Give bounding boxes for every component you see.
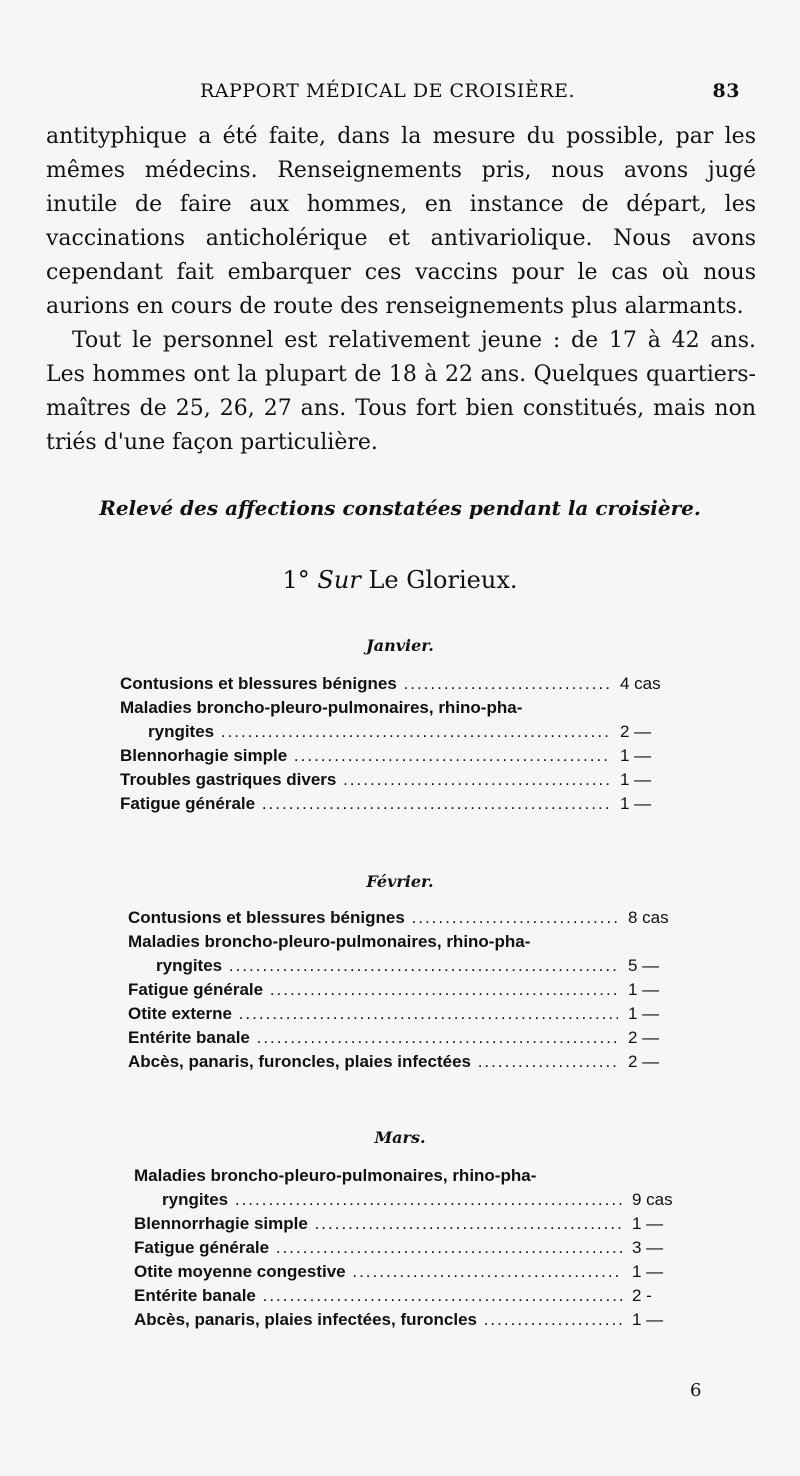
- month-heading: Février.: [366, 872, 434, 891]
- subsection-name: Le Glorieux.: [368, 566, 518, 594]
- month-heading: Mars.: [374, 1128, 426, 1147]
- case-count: 1 —: [628, 1004, 660, 1023]
- case-count: 5 —: [628, 956, 660, 975]
- affection-label: Contusions et blessures bénignes .....: [120, 672, 610, 696]
- list-item: [120, 696, 700, 720]
- list-item: [128, 906, 708, 930]
- case-count: 1 —: [620, 746, 652, 765]
- list-item: [134, 1212, 712, 1236]
- case-count: 1 —: [632, 1262, 664, 1281]
- affection-label: Abcès, panaris, furoncles, plaies infectées .....: [128, 1050, 618, 1074]
- affection-label: Troubles gastriques divers .....: [120, 768, 610, 792]
- list-item: [120, 768, 700, 792]
- affection-label: Entérite banale .....: [134, 1284, 622, 1308]
- list-item: [134, 1284, 712, 1308]
- case-count: 1 —: [628, 980, 660, 999]
- case-count: 2 —: [620, 722, 652, 741]
- affection-label: ryngites .....: [156, 954, 618, 978]
- list-item: [128, 978, 708, 1002]
- case-count: 2 —: [628, 1052, 660, 1071]
- affection-label: Blennorhagie simple .....: [120, 744, 610, 768]
- list-item: [134, 1188, 712, 1212]
- affection-label: Entérite banale .....: [128, 1026, 618, 1050]
- list-item: [128, 930, 708, 954]
- case-count: 9 cas: [632, 1190, 673, 1209]
- body-text: [46, 120, 756, 460]
- affection-label: ryngites .....: [148, 720, 610, 744]
- case-count: 1 —: [620, 794, 652, 813]
- list-item: [120, 744, 700, 768]
- case-count: 8 cas: [628, 908, 669, 927]
- affection-label: ryngites .....: [162, 1188, 622, 1212]
- subsection-prefix: 1°: [282, 566, 310, 594]
- affection-label: Abcès, panaris, plaies infectées, furoncles .....: [134, 1308, 622, 1332]
- affection-label: Maladies broncho-pleuro-pulmonaires, rhino-pha-: [128, 932, 531, 951]
- list-item: [134, 1236, 712, 1260]
- list-item: [128, 1050, 708, 1074]
- list-item: [128, 954, 708, 978]
- case-count: 2 —: [628, 1028, 660, 1047]
- case-count: 4 cas: [620, 674, 661, 693]
- case-count: 1 —: [632, 1310, 664, 1329]
- list-item: [134, 1308, 712, 1332]
- paragraph: antityphique a été faite, dans la mesure du possible, par les mêmes médecins. Renseignements pris, nous avons jugé inutile de faire aux hommes, en instance de départ, les vaccinations anticholérique et antivariolique. Nous avons cependant fait embarquer ces vaccins pour le cas où nous aurions en cours de route des renseignements plus alarmants.: [46, 124, 756, 319]
- case-count: 1 —: [632, 1214, 664, 1233]
- subsection-italic: Sur: [317, 566, 361, 594]
- case-count: 2 -: [632, 1286, 652, 1305]
- affection-list: [120, 672, 700, 816]
- affection-label: Blennorrhagie simple .....: [134, 1212, 622, 1236]
- affection-list: [128, 906, 708, 1074]
- paragraph: Tout le personnel est relativement jeune : de 17 à 42 ans. Les hommes ont la plupart de 18 à 22 ans. Quelques quartiers-maîtres de 25, 26, 27 ans. Tous fort bien constitués, mais non triés d'une façon particulière.: [46, 328, 756, 455]
- affection-label: Fatigue générale .....: [120, 792, 610, 816]
- month-heading: Janvier.: [366, 636, 434, 655]
- affection-list: [134, 1164, 712, 1332]
- affection-label: Fatigue générale .....: [128, 978, 618, 1002]
- signature-mark: 6: [690, 1380, 702, 1401]
- affection-label: Maladies broncho-pleuro-pulmonaires, rhino-pha-: [120, 698, 523, 717]
- affection-label: Otite externe .....: [128, 1002, 618, 1026]
- case-count: 1 —: [620, 770, 652, 789]
- affection-label: Fatigue générale .....: [134, 1236, 622, 1260]
- list-item: [128, 1026, 708, 1050]
- list-item: [134, 1260, 712, 1284]
- list-item: [120, 720, 700, 744]
- list-item: [134, 1164, 712, 1188]
- affection-label: Maladies broncho-pleuro-pulmonaires, rhino-pha-: [134, 1166, 537, 1185]
- list-item: [128, 1002, 708, 1026]
- affection-label: Contusions et blessures bénignes .....: [128, 906, 618, 930]
- page-number: 83: [712, 80, 740, 102]
- section-title: Relevé des affections constatées pendant la croisière.: [99, 496, 701, 520]
- subsection-title: [0, 566, 800, 594]
- affection-label: Otite moyenne congestive .....: [134, 1260, 622, 1284]
- list-item: [120, 792, 700, 816]
- list-item: [120, 672, 700, 696]
- case-count: 3 —: [632, 1238, 664, 1257]
- header-title: RAPPORT MÉDICAL DE CROISIÈRE.: [200, 80, 576, 102]
